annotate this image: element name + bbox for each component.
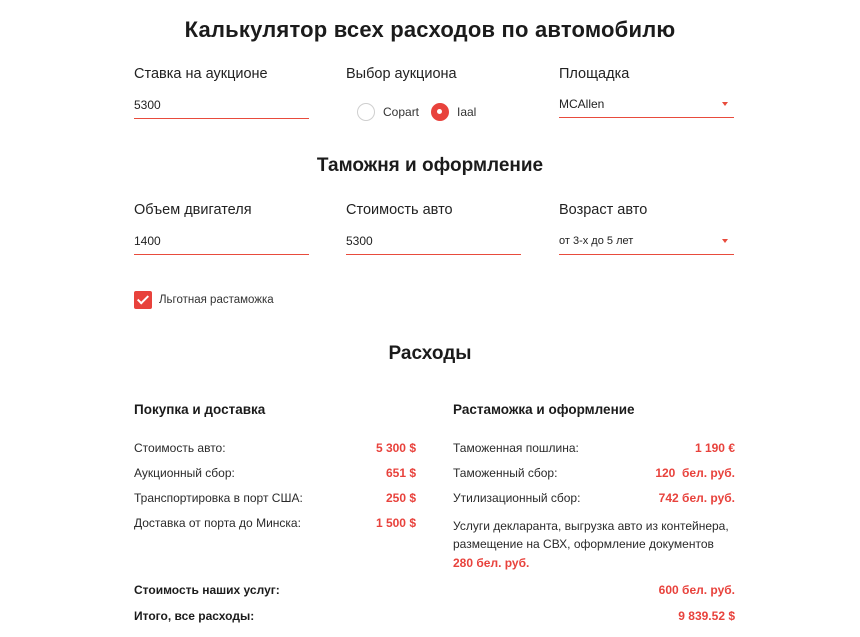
- customs-row-value: 742 бел. руб.: [658, 491, 735, 505]
- site-select[interactable]: [559, 94, 734, 118]
- age-label: Возраст авто: [559, 202, 648, 218]
- site-select-value: MCAllen: [559, 97, 605, 111]
- customs-row-label: Таможенный сбор:: [453, 466, 558, 480]
- customs-section-title: Растаможка и оформление: [453, 402, 635, 417]
- customs-title: Таможня и оформление: [316, 155, 544, 176]
- age-select-value: от 3-х до 5 лет: [559, 235, 634, 247]
- radio-label: Copart: [383, 105, 420, 119]
- purchase-row-value: 250 $: [385, 491, 416, 505]
- purchase-row-value: 5 300 $: [375, 441, 416, 455]
- purchase-row-label: Стоимость авто:: [134, 441, 226, 455]
- customs-row-value: 120 бел. руб.: [655, 466, 735, 480]
- customs-row-label: Утилизационный сбор:: [453, 491, 581, 505]
- radio-copart[interactable]: [357, 103, 419, 121]
- checkmark-icon: [134, 291, 152, 309]
- site-label: Площадка: [559, 66, 630, 82]
- purchase-row-value: 1 500 $: [375, 516, 416, 530]
- purchase-row-value: 651 $: [385, 466, 416, 480]
- expenses-title: Расходы: [388, 343, 472, 364]
- purchase-section-title: Покупка и доставка: [134, 402, 266, 417]
- age-select[interactable]: [559, 231, 734, 255]
- services-label: Стоимость наших услуг:: [134, 583, 280, 597]
- auction-choice-label: Выбор аукциона: [346, 66, 457, 82]
- customs-row-value: 1 190 €: [694, 441, 735, 455]
- page-title: Калькулятор всех расходов по автомобилю: [184, 17, 676, 42]
- total-value: 9 839.52 $: [678, 609, 735, 623]
- radio-iaal[interactable]: [431, 103, 476, 121]
- total-label: Итого, все расходы:: [134, 609, 255, 623]
- engine-label: Объем двигателя: [134, 202, 252, 218]
- price-input[interactable]: 5300: [346, 231, 521, 255]
- bid-input[interactable]: 5300: [134, 95, 309, 119]
- customs-row-label: Таможенная пошлина:: [453, 441, 579, 455]
- purchase-row-label: Аукционный сбор:: [134, 466, 235, 480]
- discount-label: Льготная растаможка: [159, 294, 274, 306]
- radio-circle: [357, 103, 375, 121]
- engine-input[interactable]: 1400: [134, 231, 309, 255]
- services-value: 600 бел. руб.: [658, 583, 735, 597]
- bid-label: Ставка на аукционе: [134, 66, 268, 82]
- purchase-row-label: Доставка от порта до Минска:: [134, 516, 301, 530]
- radio-circle-checked: [431, 103, 449, 121]
- declarant-services-value: 280 бел. руб.: [453, 556, 530, 570]
- chevron-down-icon: [722, 239, 728, 243]
- chevron-down-icon: [722, 102, 728, 106]
- declarant-services-note: Услуги декларанта, выгрузка авто из контейнера, размещение на СВХ, оформление документов: [453, 519, 729, 551]
- price-label: Стоимость авто: [346, 202, 453, 218]
- purchase-row-label: Транспортировка в порт США:: [134, 491, 303, 505]
- radio-label: Iaal: [457, 105, 477, 119]
- discount-checkbox[interactable]: [134, 291, 274, 309]
